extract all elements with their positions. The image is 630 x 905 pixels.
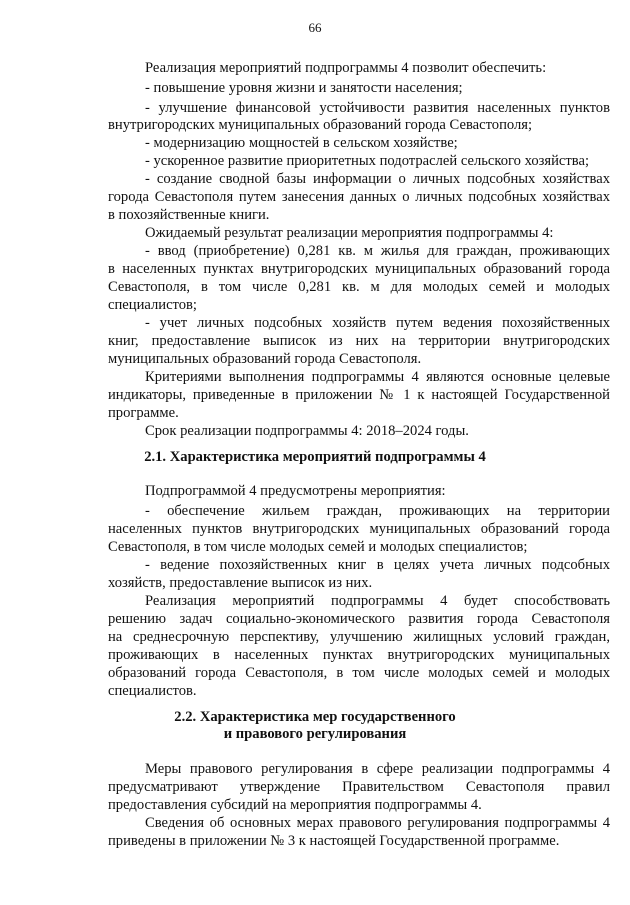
text-line: Сведения об основных мерах правового регулирования подпрограммы 4 [145, 815, 610, 831]
text-line: Ожидаемый результат реализации мероприятия подпрограммы 4: [145, 225, 554, 241]
text-line: Реализация мероприятий подпрограммы 4 позволит обеспечить: [145, 60, 547, 76]
page-number: 66 [308, 20, 322, 35]
text-line: в населенных пунктах внутригородских муниципальных образований города [108, 261, 610, 277]
text-line: Меры правового регулирования в сфере реализации подпрограммы 4 [145, 761, 610, 777]
text-line: - ввод (приобретение) 0,281 кв. м жилья для граждан, проживающих [145, 243, 610, 259]
text-line: - повышение уровня жизни и занятости населения; [145, 80, 463, 96]
text-line: - модернизацию мощностей в сельском хозяйстве; [145, 135, 458, 151]
section-heading-2-2-line2: и правового регулирования [223, 726, 407, 742]
text-line: в похозяйственные книги. [108, 207, 270, 223]
text-line: - улучшение финансовой устойчивости развития населенных пунктов [145, 100, 610, 116]
text-line: предусматривают утверждение Правительством Севастополя правил [108, 779, 610, 795]
text-line: - ускоренное развитие приоритетных подотраслей сельского хозяйства; [145, 153, 590, 169]
text-line: муниципальных образований города Севастополя. [108, 351, 422, 367]
text-line: Реализация мероприятий подпрограммы 4 будет способствовать [145, 593, 610, 609]
text-line: - учет личных подсобных хозяйств путем ведения похозяйственных [145, 315, 610, 331]
text-line: - ведение похозяйственных книг в целях учета личных подсобных [145, 557, 610, 573]
text-line: образований города Севастополя, в том числе молодых семей и молодых [108, 665, 610, 681]
text-line: внутригородских муниципальных образований города Севастополя; [108, 117, 533, 133]
text-line: хозяйств, предоставление выписок из них. [108, 575, 373, 591]
text-line: Севастополя, в том числе молодых семей и молодых специалистов; [108, 539, 528, 555]
text-line: Подпрограммой 4 предусмотрены мероприятия: [145, 483, 446, 499]
text-line: населенных пунктов внутригородских муниципальных образований города [108, 521, 610, 537]
text-line: Севастополя, в том числе 0,281 кв. м для молодых семей и молодых [108, 279, 610, 295]
text-line: - создание сводной базы информации о личных подсобных хозяйствах [145, 171, 610, 187]
text-line: на среднесрочную перспективу, улучшению жилищных условий граждан, [108, 629, 610, 645]
text-line: индикаторы, приведенные в приложении № 1 к настоящей Государственной [108, 387, 610, 403]
section-heading-2-2: 2.2. Характеристика мер государственного [174, 709, 456, 725]
text-line: Срок реализации подпрограммы 4: 2018–2024 годы. [145, 423, 469, 439]
text-line: - обеспечение жильем граждан, проживающих на территории [145, 503, 610, 519]
text-line: программе. [108, 405, 179, 421]
text-line: решению задач социально-экономического развития города Севастополя [108, 611, 610, 627]
text-line: приведены в приложении № 3 к настоящей Государственной программе. [108, 833, 560, 849]
text-line: Критериями выполнения подпрограммы 4 являются основные целевые [145, 369, 610, 385]
text-line: города Севастополя путем занесения данных о личных подсобных хозяйствах [108, 189, 610, 205]
text-line: проживающих в населенных пунктах внутригородских муниципальных [108, 647, 610, 663]
text-line: специалистов; [108, 297, 197, 313]
text-line: книг, предоставление выписок из них на территории внутригородских [108, 333, 610, 349]
section-heading-2-1: 2.1. Характеристика мероприятий подпрограммы 4 [144, 449, 486, 465]
text-line: специалистов. [108, 683, 197, 699]
text-line: предоставления субсидий на мероприятия подпрограммы 4. [108, 797, 482, 813]
